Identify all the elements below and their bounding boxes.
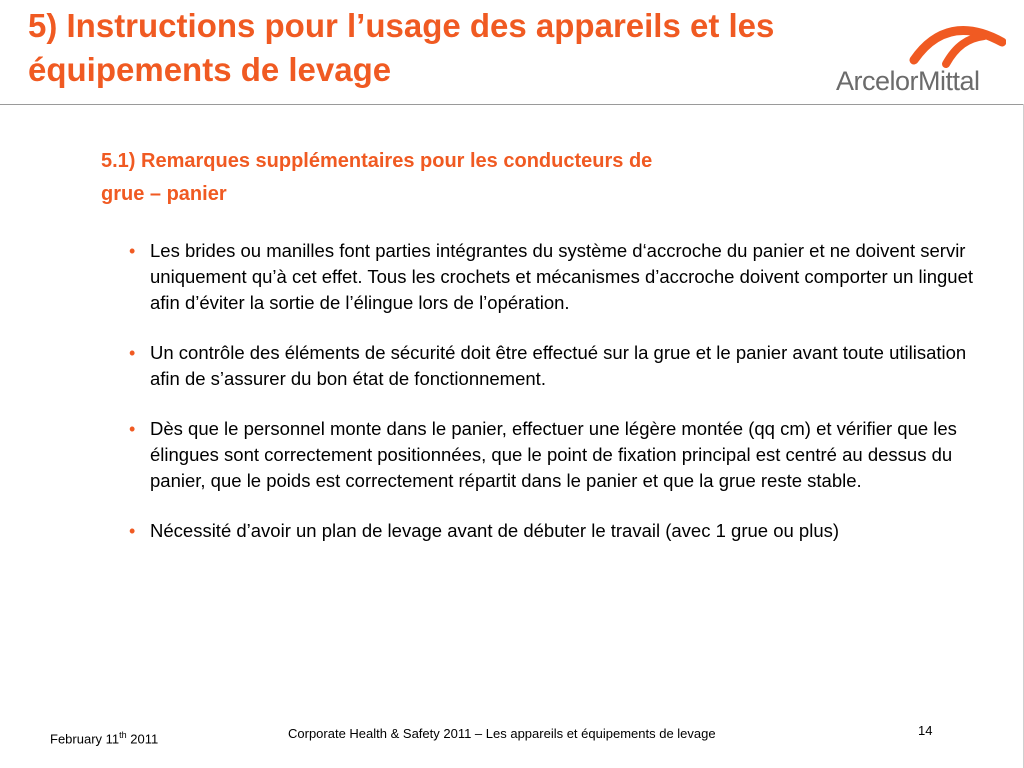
page-number: 14 xyxy=(918,723,933,738)
bullet-dot-icon: • xyxy=(129,343,136,363)
footer-date-sup: th xyxy=(119,730,127,740)
bullet-text: Dès que le personnel monte dans le panier, effectuer une légère montée (qq cm) et vérifier que les élingues sont correctement positionnées, que le point de fixation principal est centré au dessus du panier, que le poids est correctement répartit dans le panier et que la grue reste stable. xyxy=(150,418,957,491)
bullet-item xyxy=(128,340,978,392)
bullet-item xyxy=(128,416,978,494)
bullet-dot-icon: • xyxy=(129,419,136,439)
arcelormittal-logo xyxy=(836,20,1006,100)
header-divider xyxy=(0,104,1024,105)
bullet-list xyxy=(128,238,978,568)
bullet-dot-icon: • xyxy=(129,521,136,541)
footer-date-day: February 11 xyxy=(50,731,120,747)
footer-date-year: 2011 xyxy=(126,731,159,747)
logo-wordmark: ArcelorMittal xyxy=(836,66,980,96)
section-subtitle: 5.1) Remarques supplémentaires pour les conducteurs de grue – panier xyxy=(101,150,653,205)
bullet-dot-icon: • xyxy=(129,241,136,261)
bullet-text: Les brides ou manilles font parties intégrantes du système d‘accroche du panier et ne doivent servir uniquement qu’à cet effet. Tous les crochets et mécanismes d’accroche doivent comporter un linguet afin d’éviter la sortie de l’élingue lors de l’opération. xyxy=(150,240,974,313)
bullet-text: Un contrôle des éléments de sécurité doit être effectué sur la grue et le panier avant toute utilisation afin de s’assurer du bon état de fonctionnement. xyxy=(150,342,967,389)
bullet-text: Nécessité d’avoir un plan de levage avant de débuter le travail (avec 1 grue ou plus) xyxy=(150,520,840,541)
footer-title: Corporate Health & Safety 2011 – Les appareils et équipements de levage xyxy=(288,726,716,741)
bullet-item xyxy=(128,238,978,316)
logo-swoosh-icon xyxy=(906,20,1006,70)
bullet-item xyxy=(128,518,978,544)
slide-title: 5) Instructions pour l’usage des appareils et les équipements de levage xyxy=(28,7,775,88)
footer-date xyxy=(50,730,158,746)
